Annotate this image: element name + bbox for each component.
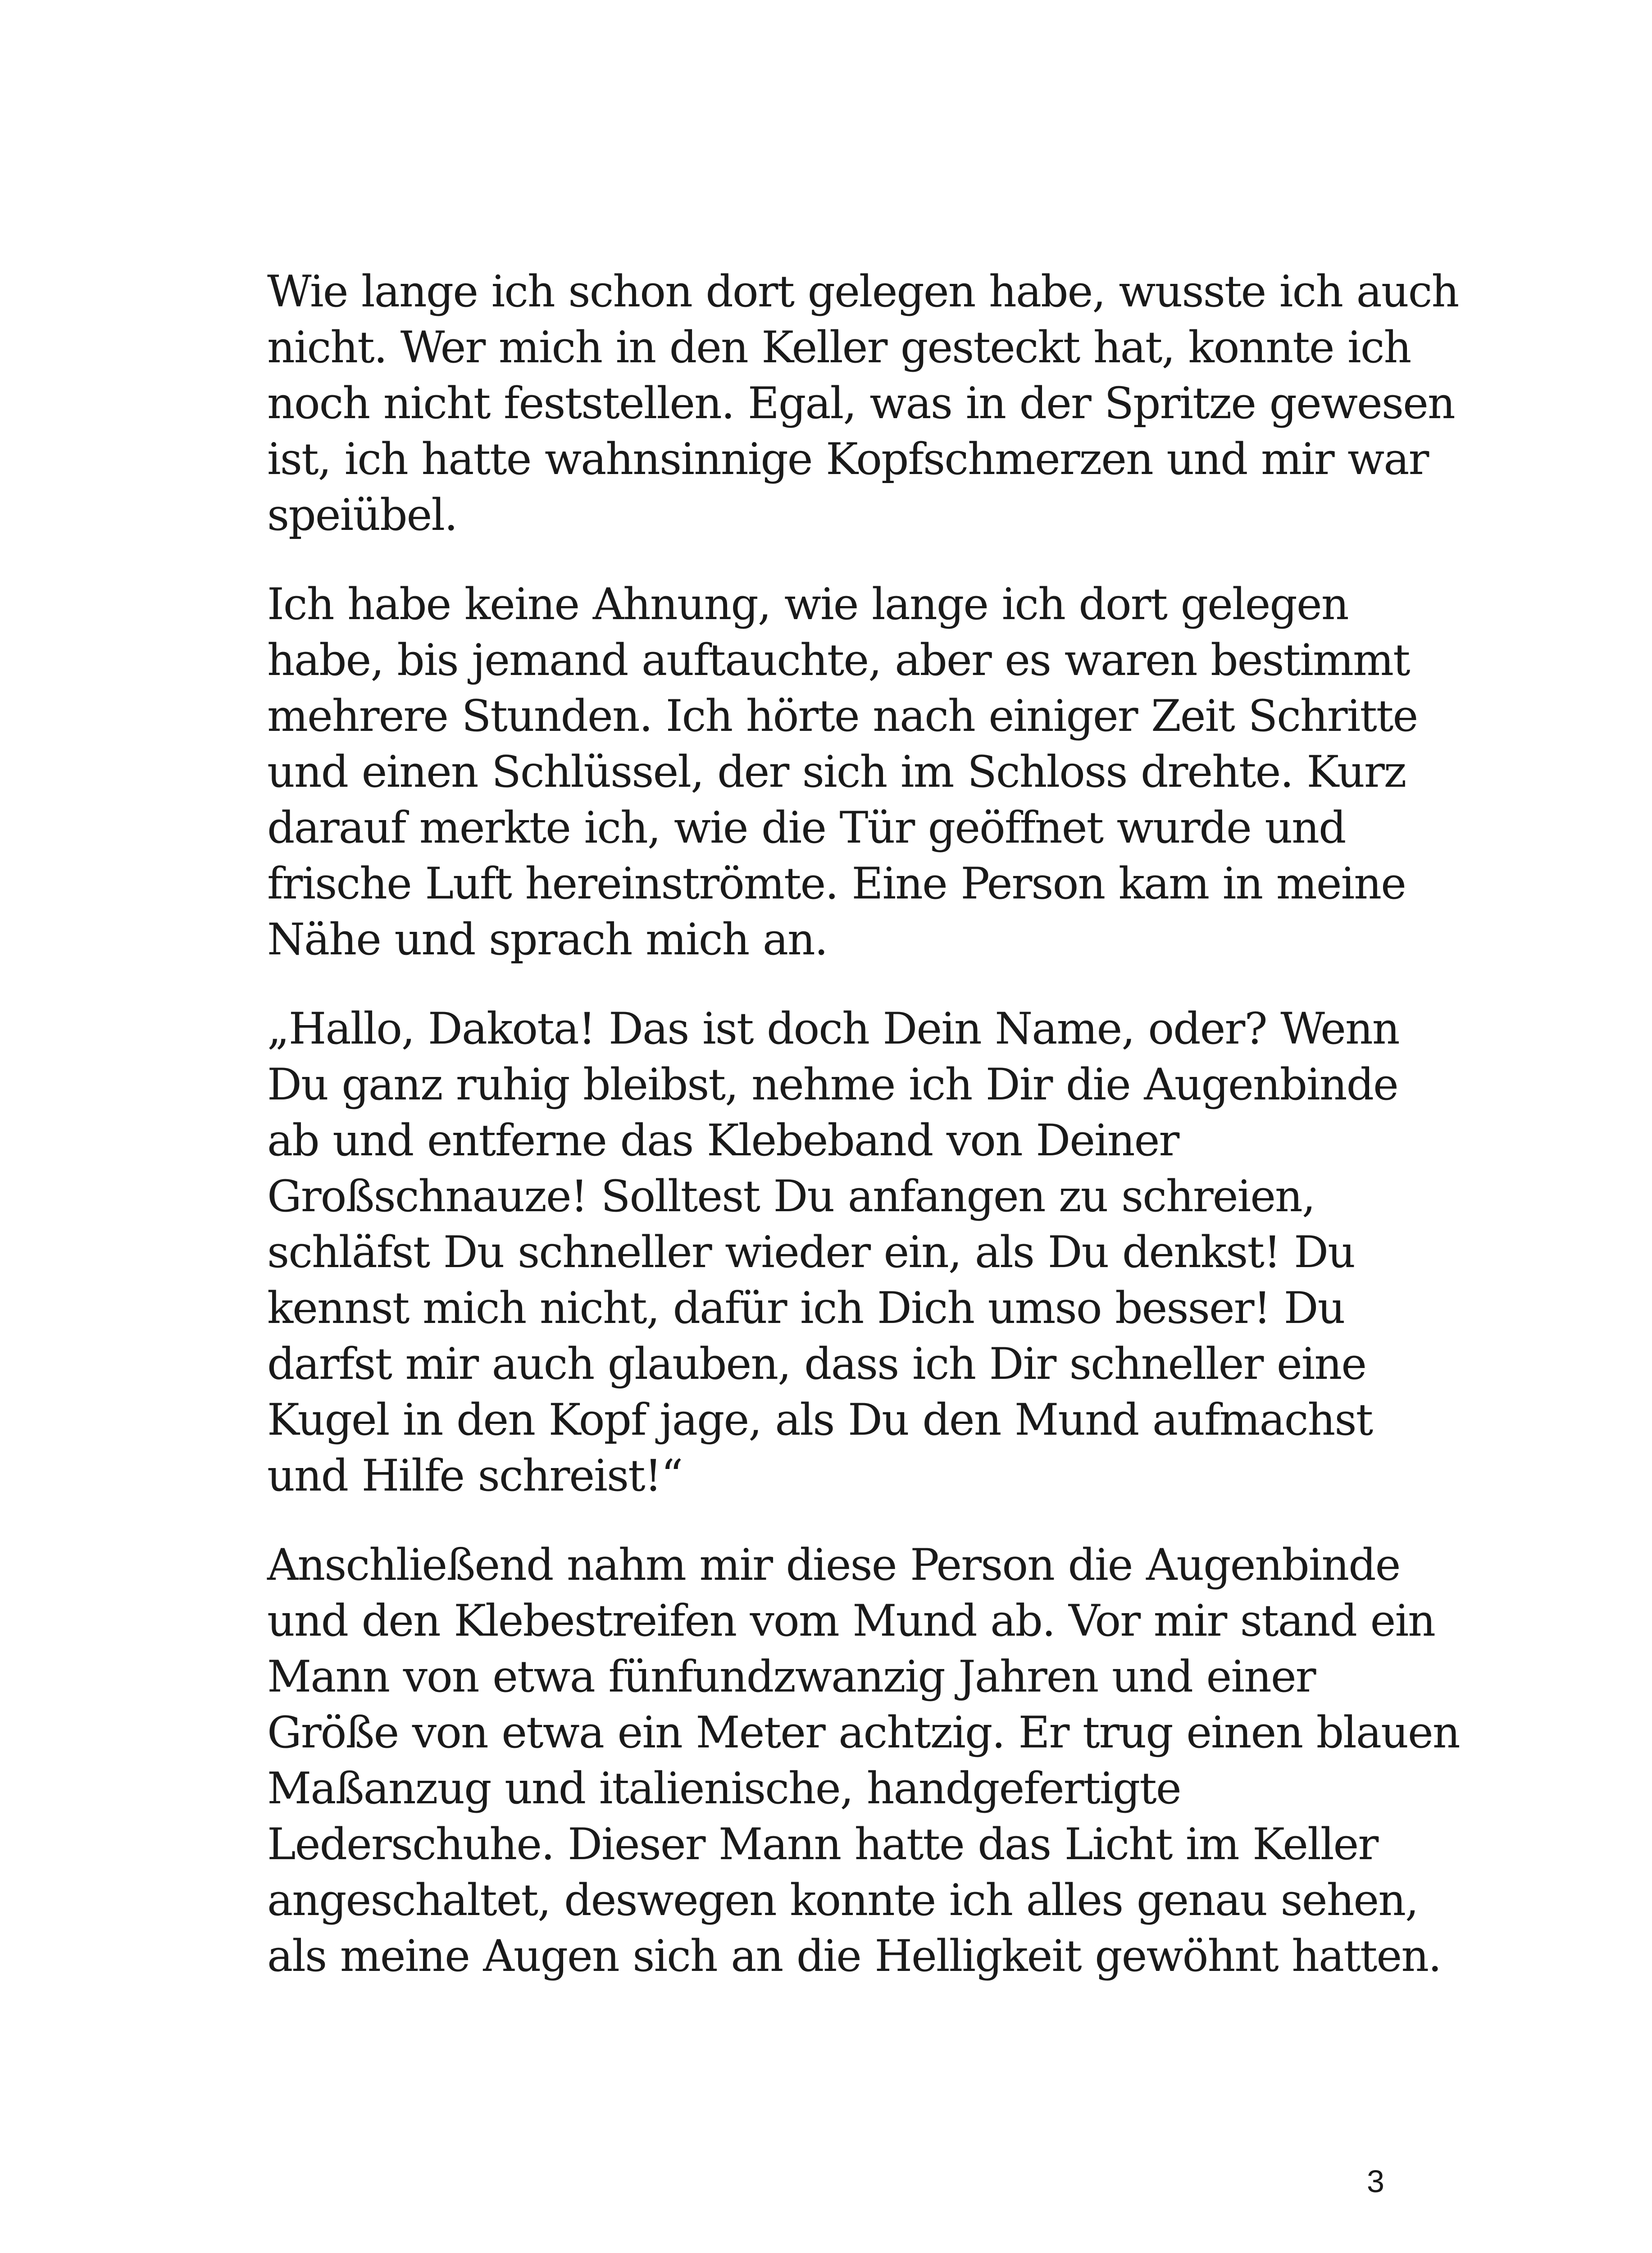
paragraph-1: [267, 264, 1459, 543]
text-line: Wie lange ich schon dort gelegen habe, wusste ich auch: [267, 266, 1459, 317]
text-line: ab und entferne das Klebeband von Deiner: [267, 1115, 1179, 1166]
page-number: 3: [1367, 2164, 1384, 2199]
text-line: darauf merkte ich, wie die Tür geöffnet wurde und: [267, 803, 1346, 853]
text-line: speiübel.: [267, 490, 457, 540]
text-line: Nähe und sprach mich an.: [267, 914, 828, 965]
text-line: Anschließend nahm mir diese Person die Augenbinde: [267, 1540, 1400, 1590]
text-line: Ich habe keine Ahnung, wie lange ich dort gelegen: [267, 579, 1348, 629]
text-line: und Hilfe schreist!“: [267, 1450, 683, 1501]
text-line: Großschnauze! Solltest Du anfangen zu schreien,: [267, 1171, 1315, 1222]
text-line: darfst mir auch glauben, dass ich Dir schneller eine: [267, 1339, 1366, 1389]
text-line: und einen Schlüssel, der sich im Schloss drehte. Kurz: [267, 747, 1406, 797]
text-line: Lederschuhe. Dieser Mann hatte das Licht im Keller: [267, 1819, 1378, 1870]
text-line: Kugel in den Kopf jage, als Du den Mund aufmachst: [267, 1395, 1373, 1445]
text-line: „Hallo, Dakota! Das ist doch Dein Name, oder? Wenn: [267, 1003, 1399, 1054]
text-line: kennst mich nicht, dafür ich Dich umso besser! Du: [267, 1283, 1345, 1333]
text-line: nicht. Wer mich in den Keller gesteckt hat, konnte ich: [267, 322, 1411, 373]
text-line: Mann von etwa fünfundzwanzig Jahren und einer: [267, 1651, 1315, 1702]
text-line: angeschaltet, deswegen konnte ich alles genau sehen,: [267, 1875, 1418, 1925]
paragraph-3: [267, 1001, 1399, 1504]
text-line: schläfst Du schneller wieder ein, als Du denkst! Du: [267, 1227, 1355, 1277]
text-line: und den Klebestreifen vom Mund ab. Vor mir stand ein: [267, 1596, 1435, 1646]
text-line: mehrere Stunden. Ich hörte nach einiger Zeit Schritte: [267, 691, 1418, 741]
text-line: als meine Augen sich an die Helligkeit gewöhnt hatten.: [267, 1931, 1441, 1981]
text-line: habe, bis jemand auftauchte, aber es waren bestimmt: [267, 635, 1410, 685]
paragraph-4: [267, 1537, 1460, 1984]
text-line: Maßanzug und italienische, handgefertigte: [267, 1763, 1181, 1814]
paragraph-2: [267, 576, 1418, 967]
text-line: Du ganz ruhig bleibst, nehme ich Dir die Augenbinde: [267, 1059, 1398, 1110]
text-line: frische Luft hereinströmte. Eine Person kam in meine: [267, 858, 1406, 909]
text-line: noch nicht feststellen. Egal, was in der Spritze gewesen: [267, 378, 1455, 429]
text-line: ist, ich hatte wahnsinnige Kopfschmerzen und mir war: [267, 434, 1429, 484]
text-line: Größe von etwa ein Meter achtzig. Er trug einen blauen: [267, 1707, 1460, 1758]
body-text: [267, 264, 1460, 2017]
